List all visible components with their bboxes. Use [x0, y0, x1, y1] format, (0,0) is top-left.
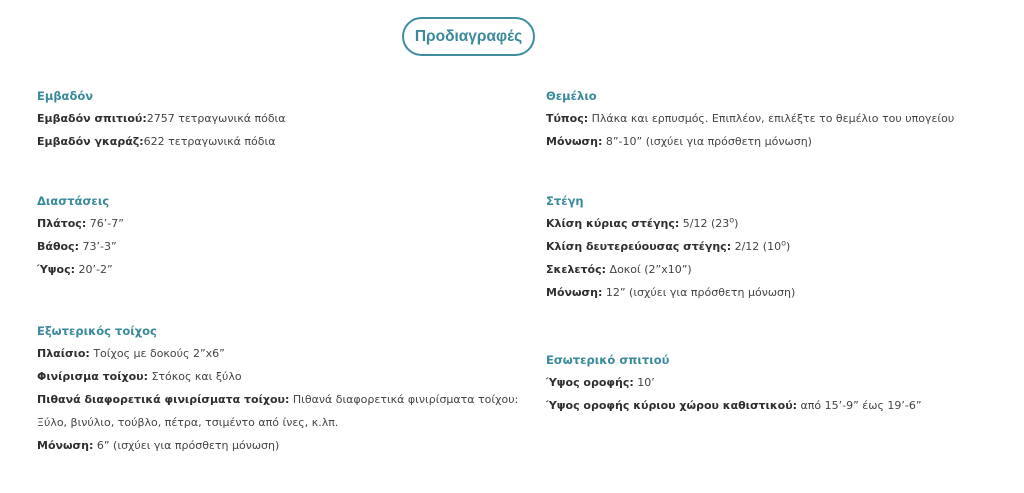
section-title-interior: Εσωτερικό σπιτιού	[546, 353, 670, 367]
row-ceiling-height: Ύψος οροφής: 10’	[546, 376, 655, 389]
row-secondary-roof-pitch: Κλίση δευτερεύουσας στέγης: 2/12 (10$^o$)	[546, 238, 791, 253]
area-section	[37, 86, 527, 153]
row-depth: Βάθος: 73’-3”	[37, 240, 117, 253]
row-garage-area: Εμβαδόν γκαράζ:622 τετραγωνικά πόδια	[37, 135, 276, 148]
row-house-area: Εμβαδόν σπιτιού:2757 τετραγωνικά πόδια	[37, 112, 286, 125]
row-wall-insulation: Μόνωση: 6” (ισχύει για πρόσθετη μόνωση)	[37, 439, 280, 452]
interior-section	[546, 350, 1006, 417]
row-living-ceiling-height: Ύψος οροφής κύριου χώρου καθιστικού: από 15’-9” έως 19’-6”	[546, 399, 922, 412]
row-framing: Πλαίσιο: Τοίχος με δοκούς 2”x6”	[37, 347, 225, 360]
row-foundation-type: Τύπος: Πλάκα και ερπυσμός. Επιπλέον, επιλέξτε το θεμέλιο του υπογείου	[546, 112, 955, 125]
section-title-roof: Στέγη	[546, 194, 584, 208]
dimensions-section	[37, 191, 527, 281]
specifications-tab-button[interactable]: Προδιαγραφές	[402, 17, 535, 56]
roof-section	[546, 191, 1006, 304]
section-title-exterior-wall: Εξωτερικός τοίχος	[37, 324, 157, 338]
foundation-section	[546, 86, 1006, 153]
row-wall-finish: Φινίρισμα τοίχου: Στόκος και ξύλο	[37, 370, 242, 383]
row-height: Ύψος: 20’-2”	[37, 263, 113, 276]
row-possible-finishes: Πιθανά διαφορετικά φινιρίσματα τοίχου: Πιθανά διαφορετικά φινιρίσματα τοίχου: Ξύλο, βινύλιο, τούβλο, πέτρα, τσιμέντο από ίνες, κ.λπ.	[37, 393, 519, 429]
row-roof-framing: Σκελετός: Δοκοί (2”x10”)	[546, 263, 692, 276]
exterior-wall-section	[37, 321, 527, 457]
section-title-area: Εμβαδόν	[37, 89, 94, 103]
section-title-foundation: Θεμέλιο	[546, 89, 597, 103]
row-width: Πλάτος: 76’-7”	[37, 217, 124, 230]
row-roof-insulation: Μόνωση: 12” (ισχύει για πρόσθετη μόνωση)	[546, 286, 796, 299]
section-title-dimensions: Διαστάσεις	[37, 194, 110, 208]
row-foundation-insulation: Μόνωση: 8”-10” (ισχύει για πρόσθετη μόνωση)	[546, 135, 812, 148]
row-main-roof-pitch: Κλίση κύριας στέγης: 5/12 (23$^o$)	[546, 215, 739, 230]
